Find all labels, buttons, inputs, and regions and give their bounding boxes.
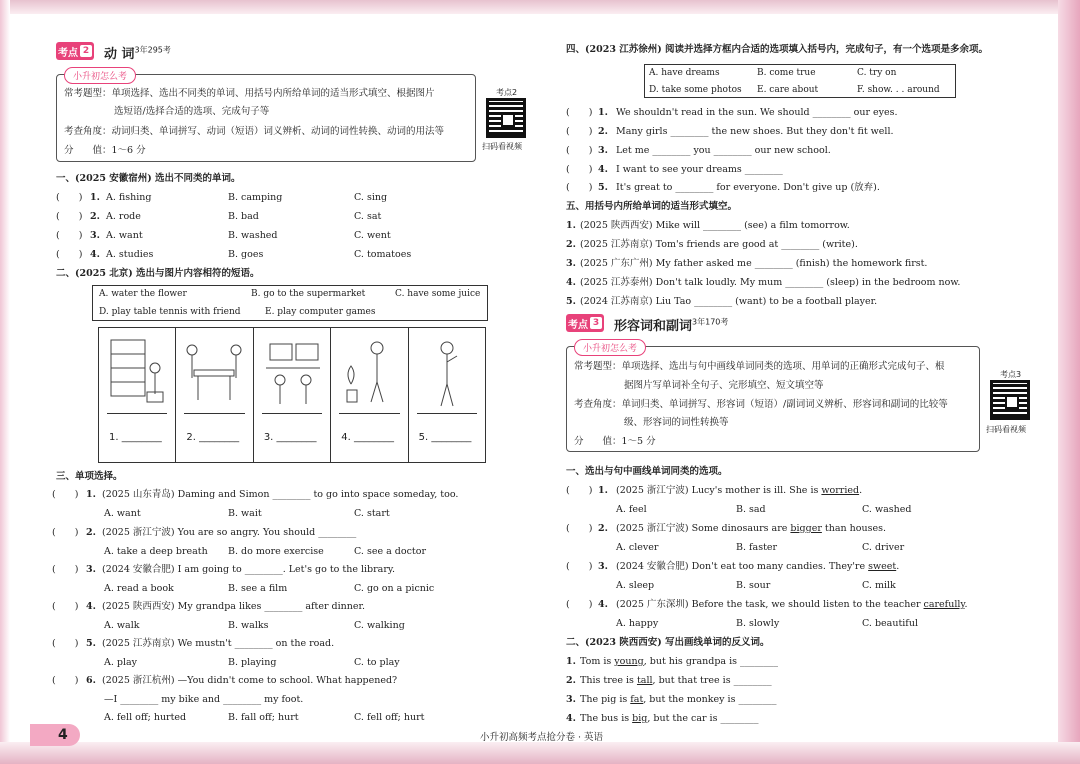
qr-caption: 扫码看视频 bbox=[482, 142, 522, 151]
info-line: 选短语/选择合适的选项、完成句子等 bbox=[114, 106, 270, 117]
exam-info-pill: 小升初怎么考 bbox=[574, 339, 646, 356]
info-line: 常考题型：单项选择、选出不同类的单词、用括号内所给单词的适当形式填空、根据图片 bbox=[64, 88, 435, 99]
topic-title: 动 词$^{3年295考}$ bbox=[104, 45, 171, 62]
section-title: 二、(2023 陕西西安) 写出画线单词的反义词。 bbox=[566, 637, 770, 648]
supermarket-picture bbox=[107, 334, 167, 414]
underlined-word: bigger bbox=[790, 523, 822, 534]
picture-cell: 4. ________ bbox=[331, 328, 408, 462]
topic-badge: 考点 3 bbox=[566, 314, 604, 332]
table-tennis-picture bbox=[184, 334, 244, 414]
section-title: 一、选出与句中画线单词同类的选项。 bbox=[566, 466, 728, 477]
underlined-word: carefully bbox=[923, 599, 965, 610]
section-title: 三、单项选择。 bbox=[56, 471, 123, 482]
scan-edge-bottom bbox=[0, 742, 1080, 764]
underlined-word: young bbox=[614, 656, 644, 667]
scan-edge-top bbox=[0, 0, 1080, 14]
computer-games-picture bbox=[262, 334, 322, 414]
picture-cell: 1. ________ bbox=[99, 328, 176, 462]
phrase-options-box: A. water the flower B. go to the supermarket C. have some juice D. play table tennis with friend E. play computer games bbox=[92, 285, 488, 321]
underlined-word: worried bbox=[821, 485, 860, 496]
underlined-word: tall bbox=[636, 675, 653, 686]
section-title: 二、(2025 北京) 选出与图片内容相符的短语。 bbox=[56, 268, 260, 279]
underlined-word: fat bbox=[630, 694, 644, 705]
qr-code[interactable] bbox=[486, 98, 526, 138]
picture-cell: 2. ________ bbox=[176, 328, 253, 462]
scan-edge-left bbox=[0, 0, 10, 764]
qr-tag: 考点3 bbox=[1000, 370, 1022, 379]
section-title: 一、(2025 安徽宿州) 选出不同类的单词。 bbox=[56, 173, 241, 184]
water-flower-picture bbox=[339, 334, 399, 414]
info-line: 分 值：1～5 分 bbox=[574, 436, 656, 447]
topic-badge: 考点 2 bbox=[56, 42, 94, 60]
section-title: 五、用括号内所给单词的适当形式填空。 bbox=[566, 201, 738, 212]
underlined-word: sweet bbox=[868, 561, 897, 572]
qr-code[interactable] bbox=[990, 380, 1030, 420]
info-line: 分 值：1～6 分 bbox=[64, 145, 146, 156]
info-line: 常考题型：单项选择、选出与句中画线单词同类的选项、用单词的正确形式完成句子、根 bbox=[574, 361, 945, 372]
scan-edge-right bbox=[1058, 0, 1080, 764]
drink-juice-picture bbox=[417, 334, 477, 414]
qr-caption: 扫码看视频 bbox=[986, 425, 1026, 434]
picture-cell: 3. ________ bbox=[254, 328, 331, 462]
phrase-options-box: A. have dreams B. come true C. try on D. take some photos E. care about F. show. . . around bbox=[644, 64, 956, 98]
page-footer: 小升初高频考点抢分卷 · 英语 bbox=[480, 732, 604, 743]
section-title: 四、(2023 江苏徐州) 阅读并选择方框内合适的选项填入括号内，完成句子，有一个选项是多余项。 bbox=[566, 44, 989, 55]
underlined-word: big bbox=[632, 713, 648, 724]
info-line: 级、形容词的词性转换等 bbox=[624, 417, 729, 428]
info-line: 据图片写单词补全句子、完形填空、短文填空等 bbox=[624, 380, 824, 391]
info-line: 考查角度：动词归类、单词拼写、动词（短语）词义辨析、动词的词性转换、动词的用法等 bbox=[64, 126, 445, 137]
topic-title: 形容词和副词$^{3年170考}$ bbox=[614, 317, 729, 334]
page-number: 4 bbox=[30, 724, 80, 746]
picture-cell: 5. ________ bbox=[409, 328, 485, 462]
picture-grid bbox=[98, 327, 486, 463]
exam-info-pill: 小升初怎么考 bbox=[64, 67, 136, 84]
info-line: 考查角度：单词归类、单词拼写、形容词（短语）/副词词义辨析、形容词和副词的比较等 bbox=[574, 399, 948, 410]
qr-tag: 考点2 bbox=[496, 88, 518, 97]
